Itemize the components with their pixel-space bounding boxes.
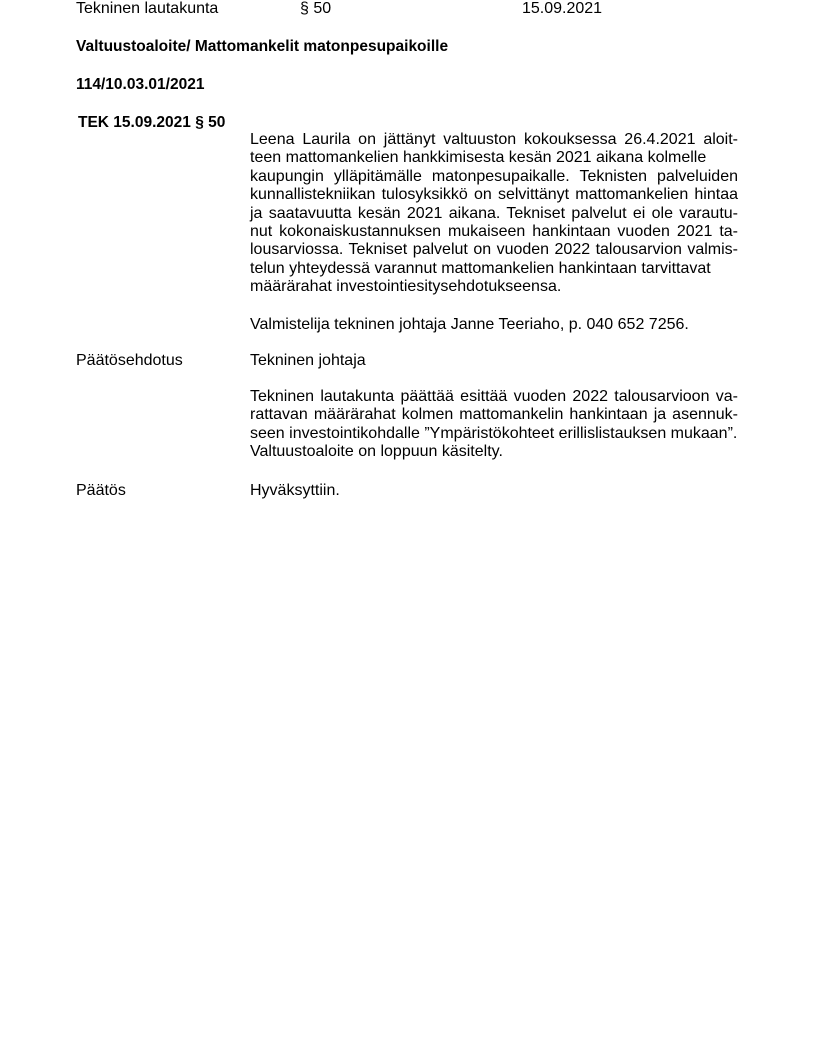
body-line: telun yhteydessä varannut mattomankelien hankintaan tarvittavat bbox=[250, 259, 711, 277]
body-line: ja saatavuutta kesän 2021 aikana. Tekniset palvelut ei ole varautu- bbox=[250, 204, 738, 222]
meeting-reference: TEK 15.09.2021 § 50 bbox=[78, 114, 226, 131]
body-line: kunnallistekniikan tulosyksikkö on selvittänyt mattomankelien hintaa bbox=[250, 186, 738, 204]
preparer-line: Valmistelija tekninen johtaja Janne Teeriaho, p. 040 652 7256. bbox=[250, 316, 689, 333]
proposal-label: Päätösehdotus bbox=[76, 352, 183, 369]
body-line: nut kokonaiskustannuksen mukaiseen hankintaan vuoden 2021 ta- bbox=[250, 223, 738, 240]
header-section: § 50 bbox=[300, 0, 332, 17]
decision-text: Hyväksyttiin. bbox=[250, 482, 340, 499]
record-number: 114/10.03.01/2021 bbox=[76, 76, 205, 93]
document-title: Valtuustoaloite/ Mattomankelit matonpesupaikoille bbox=[76, 38, 449, 55]
proposal-line: seen investointikohdalle ”Ympäristökohteet erillislistauksen mukaan”. bbox=[250, 424, 738, 442]
header-organ: Tekninen lautakunta bbox=[76, 0, 219, 17]
body-line: teen mattomankelien hankkimisesta kesän 2021 aikana kolmelle bbox=[250, 149, 707, 167]
proposal-presenter: Tekninen johtaja bbox=[250, 352, 366, 369]
body-line: lousarviossa. Tekniset palvelut on vuoden 2022 talousarvion valmis- bbox=[250, 241, 738, 259]
decision-label: Päätös bbox=[76, 482, 126, 499]
body-line: kaupungin ylläpitämälle matonpesupaikalle. Teknisten palveluiden bbox=[250, 167, 738, 185]
proposal-line: rattavan määrärahat kolmen mattomankelin hankintaan ja asennuk- bbox=[250, 406, 738, 424]
proposal-line: Tekninen lautakunta päättää esittää vuoden 2022 talousarvioon va- bbox=[250, 388, 738, 405]
header-date: 15.09.2021 bbox=[522, 0, 603, 17]
proposal-line: Valtuustoaloite on loppuun käsitelty. bbox=[250, 443, 503, 461]
body-line: määrärahat investointiesitysehdotukseensa. bbox=[250, 278, 562, 296]
body-line: Leena Laurila on jättänyt valtuuston kokouksessa 26.4.2021 aloit- bbox=[250, 131, 738, 148]
